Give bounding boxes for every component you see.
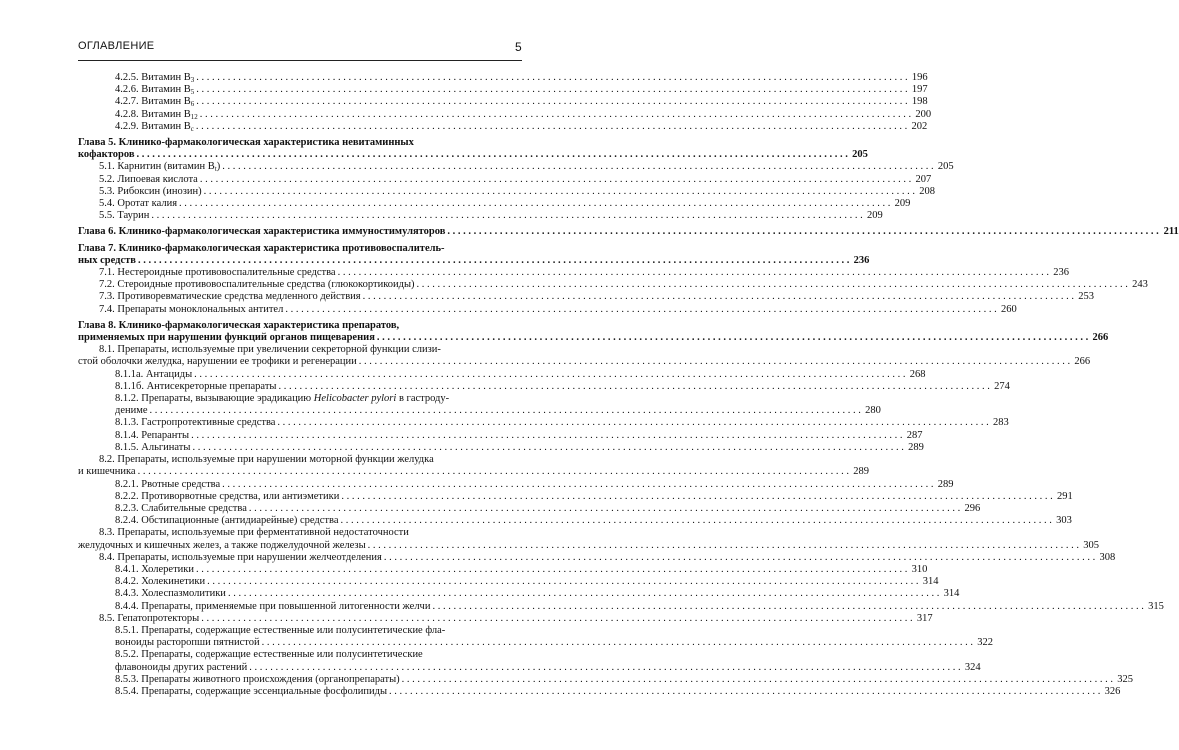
toc-page: 291 xyxy=(1056,490,1073,502)
toc-page: 209 xyxy=(867,210,883,222)
toc-entry[interactable]: ных средств . . . 236 xyxy=(78,255,522,267)
toc-entry[interactable]: 5.3. Рибоксин (инозин) . . . 208 xyxy=(78,186,522,198)
toc-entry[interactable]: 8.1.1б. Антисекреторные препараты . . . 274 xyxy=(78,381,522,393)
toc-page: 205 xyxy=(852,149,868,161)
toc-entry[interactable]: кофакторов . . . 205 xyxy=(78,149,522,161)
toc-page: 260 xyxy=(1000,303,1017,315)
toc-entry[interactable]: воноиды расторопши пятнистой . . . 322 xyxy=(78,637,522,649)
table-of-contents xyxy=(78,72,1179,698)
toc-page: 207 xyxy=(915,173,932,185)
toc-entry-8-3[interactable]: 8.3. Препараты, используемые при ферментативной недостаточности xyxy=(99,527,409,539)
toc-page: 211 xyxy=(1163,226,1179,238)
toc-entry[interactable]: 4.2.8. Витамин $B_{12}$ . . . 200 xyxy=(78,109,522,121)
toc-page: 287 xyxy=(906,429,923,441)
running-header xyxy=(78,40,522,58)
toc-page: 266 xyxy=(1092,332,1109,344)
toc-entry-8-1-2[interactable]: 8.1.2. Препараты, вызывающие эрадикацию Helicobacter pylori в гастроду- xyxy=(115,393,450,405)
toc-entry[interactable]: 7.3. Противоревматические средства медленного действия . . . 253 xyxy=(78,291,522,303)
toc-entry[interactable]: 4.2.5. Витамин $B_3$ . . . 196 xyxy=(78,72,522,84)
toc-entry[interactable]: 8.2.4. Обстипационные (антидиарейные) средства . . . 303 xyxy=(78,515,522,527)
toc-entry[interactable]: 7.4. Препараты моноклональных антител . . . 260 xyxy=(78,304,522,316)
toc-entry[interactable]: 7.1. Нестероидные противовоспалительные средства . . . 236 xyxy=(78,267,522,279)
toc-page: 196 xyxy=(911,72,928,83)
toc-page: 208 xyxy=(919,185,936,197)
toc-page: 200 xyxy=(915,108,932,120)
toc-entry-8-1[interactable]: 8.1. Препараты, используемые при увеличении секреторной функции слизи- xyxy=(99,344,441,356)
toc-entry[interactable]: 8.4.3. Холеспазмолитики . . . 314 xyxy=(78,588,522,600)
toc-entry-8-2[interactable]: 8.2. Препараты, используемые при нарушении моторной функции желудка xyxy=(99,454,434,466)
toc-entry-8-5-2[interactable]: 8.5.2. Препараты, содержащие естественные или полусинтетические xyxy=(115,649,423,661)
toc-page: 197 xyxy=(911,84,928,96)
toc-entry[interactable]: 8.2.3. Слабительные средства . . . 296 xyxy=(78,503,522,515)
toc-page: 325 xyxy=(1117,673,1134,685)
toc-page: 280 xyxy=(865,405,881,417)
toc-page: 314 xyxy=(943,588,960,600)
toc-entry[interactable]: 8.5.4. Препараты, содержащие эссенциальные фосфолипиды . . . 326 xyxy=(78,686,522,698)
toc-page: 198 xyxy=(911,96,928,108)
toc-entry[interactable]: 8.1.1а. Антациды . . . 268 xyxy=(78,369,522,381)
toc-page: 324 xyxy=(964,661,981,673)
toc-entry[interactable]: 4.2.9. Витамин $B_c$ . . . 202 xyxy=(78,121,522,133)
toc-entry[interactable]: 5.2. Липоевая кислота . . . 207 xyxy=(78,174,522,186)
toc-entry[interactable]: 8.5.3. Препараты животного происхождения (органопрепараты) . . . 325 xyxy=(78,674,522,686)
toc-page: 289 xyxy=(853,466,869,478)
toc-page: 289 xyxy=(908,441,924,453)
toc-entry[interactable]: 8.4.1. Холеретики . . . 310 xyxy=(78,564,522,576)
toc-entry[interactable]: 5.4. Оротат калия . . . 209 xyxy=(78,198,522,210)
toc-page: 305 xyxy=(1083,539,1100,551)
toc-entry[interactable]: дениме . . . 280 xyxy=(78,405,522,417)
toc-entry[interactable]: 8.2.2. Противорвотные средства, или антиэметики . . . 291 xyxy=(78,491,522,503)
toc-page: 315 xyxy=(1148,600,1164,612)
chapter-7-heading[interactable]: Глава 7. Клинико-фармакологическая характеристика противовоспалитель- xyxy=(78,242,445,254)
toc-entry[interactable]: 4.2.6. Витамин $B_5$ . . . 197 xyxy=(78,84,522,96)
toc-entry[interactable]: 8.4. Препараты, используемые при нарушении желчеотделения . . . 308 xyxy=(78,552,522,564)
toc-entry[interactable]: 8.4.4. Препараты, применяемые при повышенной литогенности желчи . . . 315 xyxy=(78,601,522,613)
header-title: ОГЛАВЛЕНИЕ xyxy=(78,40,155,52)
toc-entry[interactable]: 8.1.3. Гастропротективные средства . . . 283 xyxy=(78,417,522,429)
toc-entry[interactable]: 8.1.4. Репаранты . . . 287 xyxy=(78,430,522,442)
toc-page: 236 xyxy=(1053,267,1069,279)
toc-page: 274 xyxy=(994,380,1010,392)
toc-entry[interactable]: и кишечника . . . 289 xyxy=(78,466,522,478)
toc-page: 202 xyxy=(911,120,928,132)
toc-page: 308 xyxy=(1099,551,1116,563)
toc-entry[interactable]: 5.5. Таурин . . . 209 xyxy=(78,210,522,222)
toc-entry[interactable]: применяемых при нарушении функций органов пищеварения . . . 266 xyxy=(78,332,522,344)
toc-page: 303 xyxy=(1056,515,1072,527)
toc-entry-8-5-1[interactable]: 8.5.1. Препараты, содержащие естественные или полусинтетические фла- xyxy=(115,624,446,636)
toc-entry[interactable]: 8.1.5. Альгинаты . . . 289 xyxy=(78,442,522,454)
toc-page: 236 xyxy=(853,254,870,266)
toc-page: 283 xyxy=(993,417,1009,429)
chapter-8-heading[interactable]: Глава 8. Клинико-фармакологическая характеристика препаратов, xyxy=(78,319,400,331)
toc-entry[interactable]: 8.2.1. Рвотные средства . . . 289 xyxy=(78,479,522,491)
toc-entry[interactable]: желудочных и кишечных желез, а также поджелудочной железы . . . 305 xyxy=(78,540,522,552)
toc-page: 205 xyxy=(937,161,954,173)
toc-page: 310 xyxy=(911,563,928,575)
chapter-6-heading[interactable]: Глава 6. Клинико-фармакологическая характеристика иммуностимуляторов . . . 211 xyxy=(78,226,522,238)
header-rule xyxy=(78,60,522,61)
toc-page: 289 xyxy=(937,478,954,490)
toc-page: 322 xyxy=(977,637,993,649)
toc-page: 326 xyxy=(1104,685,1121,697)
toc-page: 209 xyxy=(894,198,911,210)
toc-page: 253 xyxy=(1078,291,1094,303)
page-number: 5 xyxy=(515,40,522,54)
toc-entry[interactable]: стой оболочки желудка, нарушении ее трофики и регенерации . . . 266 xyxy=(78,356,522,368)
toc-page: 268 xyxy=(909,368,926,380)
chapter-5-heading[interactable]: Глава 5. Клинико-фармакологическая характеристика невитаминных xyxy=(78,137,414,149)
toc-entry[interactable]: 7.2. Стероидные противовоспалительные средства (глюкокортикоиды) . . . 243 xyxy=(78,279,522,291)
toc-page: 243 xyxy=(1132,279,1148,291)
toc-page: 296 xyxy=(964,502,981,514)
toc-entry[interactable]: 8.4.2. Холекинетики . . . 314 xyxy=(78,576,522,588)
toc-entry[interactable]: 8.5. Гепатопротекторы . . . 317 xyxy=(78,613,522,625)
toc-page: 314 xyxy=(922,576,939,588)
toc-entry[interactable]: флавоноиды других растений . . . 324 xyxy=(78,662,522,674)
toc-page: 266 xyxy=(1074,356,1091,368)
toc-page: 317 xyxy=(916,612,933,624)
toc-entry[interactable]: 5.1. Карнитин (витамин $B_t$) . . . 205 xyxy=(78,161,522,173)
toc-entry[interactable]: 4.2.7. Витамин $B_6$ . . . 198 xyxy=(78,96,522,108)
